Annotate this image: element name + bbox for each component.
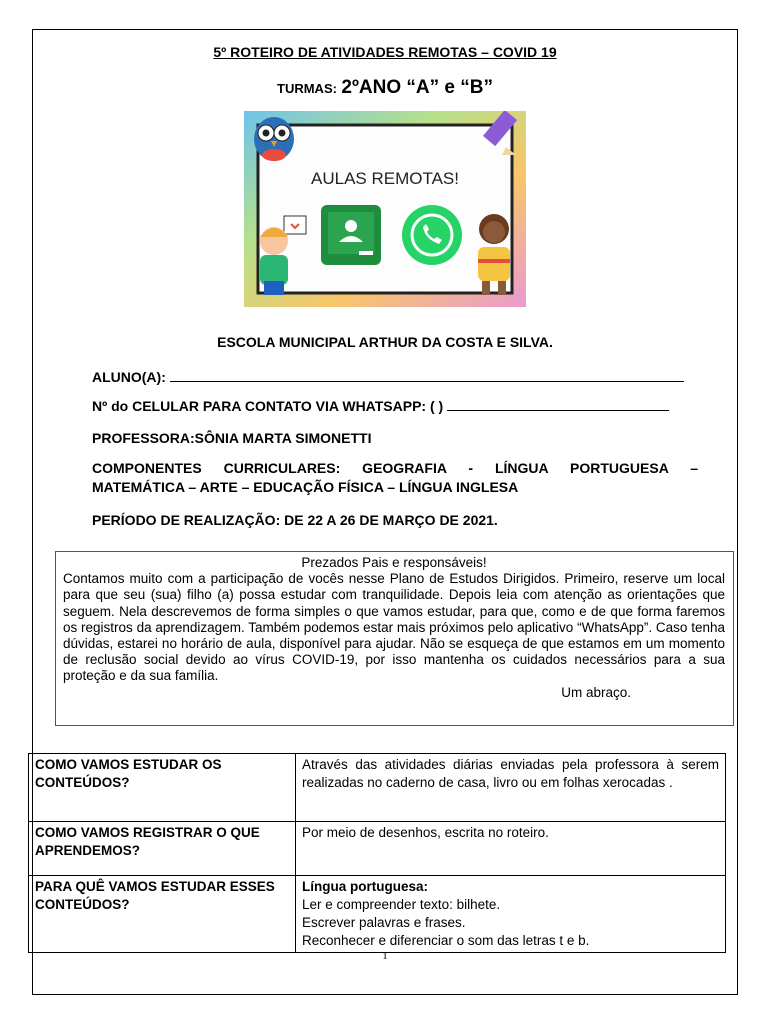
celular-field <box>92 398 669 414</box>
aluno-field <box>92 369 684 385</box>
celular-blank <box>447 398 669 411</box>
plan-table <box>28 753 726 953</box>
aulas-remotas-banner <box>244 111 526 307</box>
row-question: COMO VAMOS ESTUDAR OS CONTEÚDOS? <box>29 754 296 822</box>
google-classroom-icon <box>321 205 381 265</box>
whatsapp-icon <box>402 205 462 265</box>
aluno-blank <box>170 369 684 382</box>
table-row <box>29 876 726 953</box>
row-answer: Por meio de desenhos, escrita no roteiro. <box>296 822 726 876</box>
componentes-line-2: MATEMÁTICA – ARTE – EDUCAÇÃO FÍSICA – LÍNGUA INGLESA <box>92 479 519 495</box>
table-row <box>29 754 726 822</box>
school-name: ESCOLA MUNICIPAL ARTHUR DA COSTA E SILVA. <box>217 334 553 350</box>
answer-subject: Língua portuguesa: <box>302 879 428 894</box>
periodo-field: PERÍODO DE REALIZAÇÃO: DE 22 A 26 DE MARÇO DE 2021. <box>92 512 498 528</box>
answer-line: Ler e compreender texto: bilhete. <box>302 897 501 912</box>
owl-icon <box>254 117 294 161</box>
celular-label: Nº do CELULAR PARA CONTATO VIA WHATSAPP: ( ) <box>92 398 444 414</box>
professora-field: PROFESSORA:SÔNIA MARTA SIMONETTI <box>92 430 372 446</box>
letter-box <box>55 551 734 726</box>
aluno-label: ALUNO(A): <box>92 369 166 385</box>
answer-line: Escrever palavras e frases. <box>302 915 466 930</box>
banner-text: AULAS REMOTAS! <box>311 169 459 188</box>
turmas-value: 2ºANO “A” e “B” <box>341 77 493 98</box>
letter-greeting: Prezados Pais e responsáveis! <box>301 555 487 570</box>
componentes-curriculares <box>92 459 698 497</box>
page-number: 1 <box>382 950 388 962</box>
letter-body: Contamos muito com a participação de vocês nesse Plano de Estudos Dirigidos. Primeiro, reserve um local para que seu (sua) filho (a) possa estudar com tranquilidade. Depois leia com atenção as orientações que seguem. Nela descrevemos de forma simples o que vamos estudar, para que, como e de que forma faremos os registros da aprendizagem. Também podemos estar mais próximos pelo aplicativo “WhatsApp”. Caso tenha dúvidas, estarei no horário de aula, disponível para ajudar. Não se esqueça de que estamos em um momento de reclusão social devido ao vírus COVID-19, por isso mantenha os cuidados necessários para a sua proteção e da sua família. <box>63 571 725 684</box>
letter-closing: Um abraço. <box>561 684 631 700</box>
row-answer <box>296 876 726 953</box>
turmas-line <box>0 77 770 99</box>
document-title: 5º ROTEIRO DE ATIVIDADES REMOTAS – COVID 19 <box>213 44 557 60</box>
row-question: PARA QUÊ VAMOS ESTUDAR ESSES CONTEÚDOS? <box>29 876 296 953</box>
answer-line: Reconhecer e diferenciar o som das letras t e b. <box>302 933 590 948</box>
componentes-line-1: COMPONENTES CURRICULARES: GEOGRAFIA - LÍNGUA PORTUGUESA – <box>92 460 698 476</box>
row-question: COMO VAMOS REGISTRAR O QUE APRENDEMOS? <box>29 822 296 876</box>
row-answer: Através das atividades diárias enviadas pela professora à serem realizadas no caderno de casa, livro ou em folhas xerocadas . <box>296 754 726 822</box>
table-row <box>29 822 726 876</box>
turmas-label: TURMAS: <box>277 81 337 96</box>
